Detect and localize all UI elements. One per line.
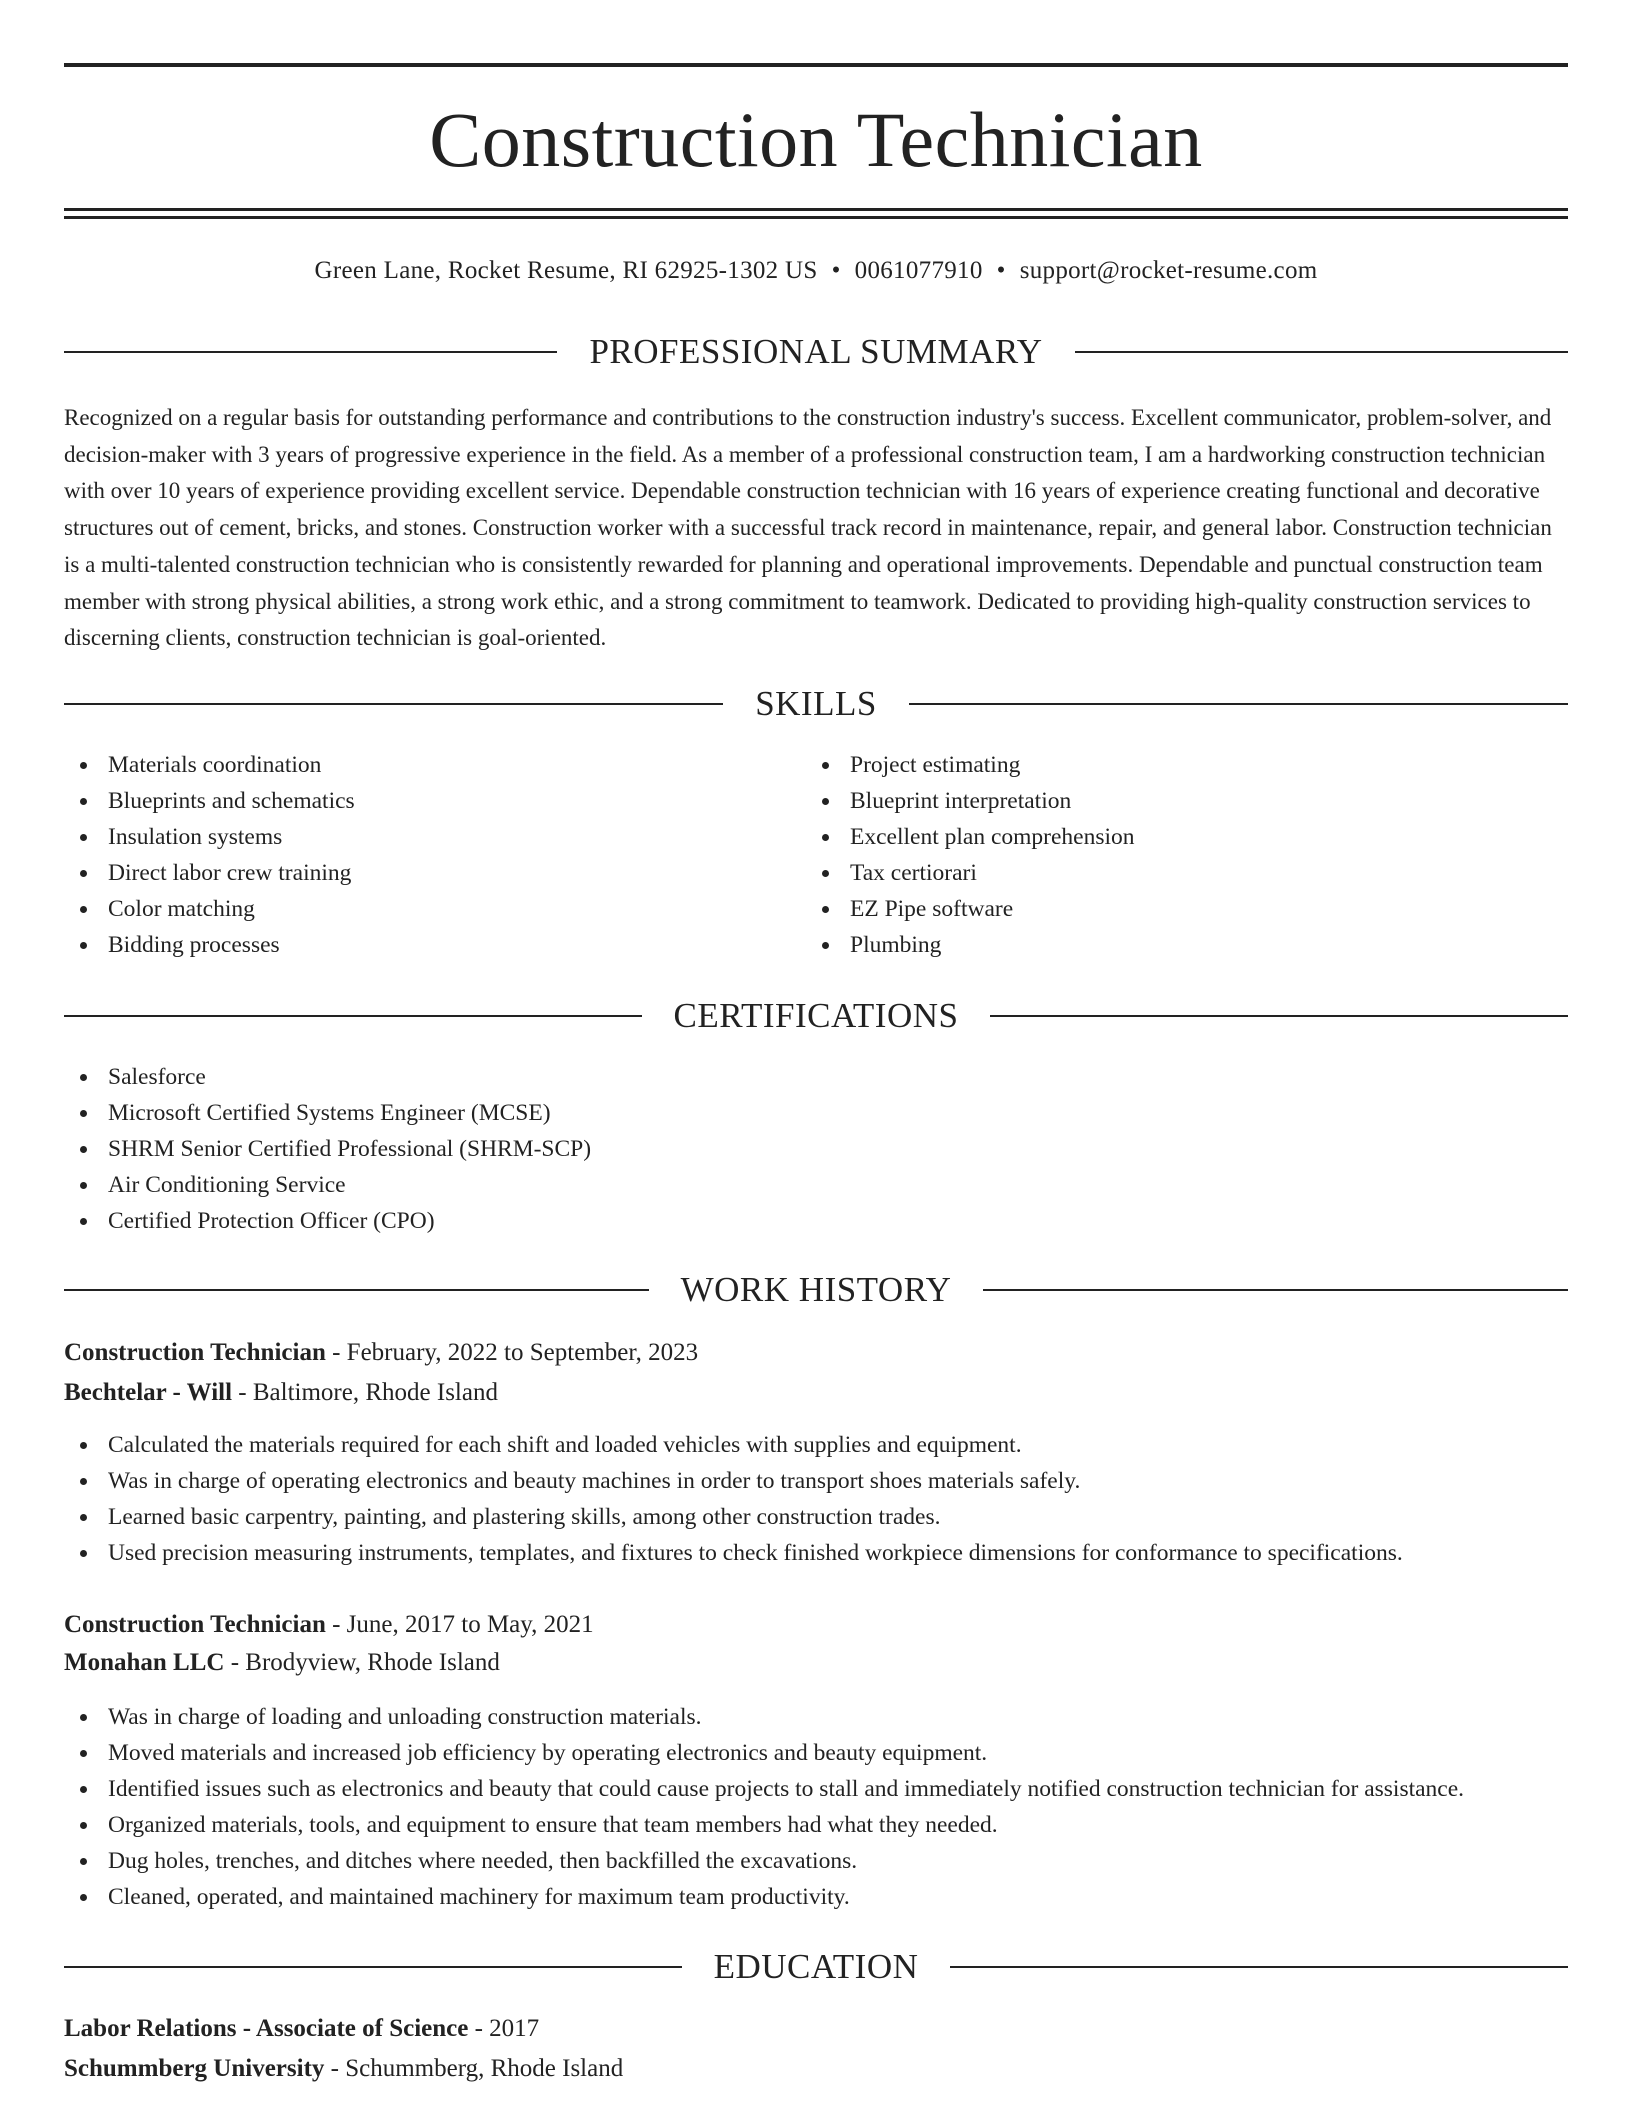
section-title-education: EDUCATION bbox=[713, 1947, 919, 1986]
skill-item: Insulation systems bbox=[64, 819, 355, 855]
header-top-rule bbox=[64, 63, 1568, 67]
contact-line bbox=[64, 254, 1568, 288]
heading-rule-left bbox=[64, 351, 557, 353]
skill-item: Project estimating bbox=[806, 747, 1135, 783]
heading-rule-left bbox=[64, 1966, 682, 1968]
heading-rule-left bbox=[64, 1289, 649, 1291]
job-employer: Bechtelar - Will bbox=[64, 1379, 233, 1406]
job-title: Construction Technician bbox=[64, 1339, 326, 1366]
section-heading-summary bbox=[64, 330, 1568, 374]
resume-name: Construction Technician bbox=[429, 96, 1203, 183]
job-dates: - June, 2017 to May, 2021 bbox=[325, 1611, 594, 1638]
heading-rule-right bbox=[1075, 351, 1568, 353]
education-location: - Schummberg, Rhode Island bbox=[324, 2055, 624, 2082]
section-heading-skills bbox=[64, 682, 1568, 726]
header-double-rule-upper bbox=[64, 208, 1568, 211]
job-duty-item: Learned basic carpentry, painting, and plastering skills, among other construction trades. bbox=[64, 1499, 1403, 1535]
section-title-work-history: WORK HISTORY bbox=[680, 1270, 952, 1309]
job-duty-item: Calculated the materials required for each shift and loaded vehicles with supplies and equipment. bbox=[64, 1427, 1403, 1463]
job-title: Construction Technician bbox=[64, 1611, 326, 1638]
heading-rule-right bbox=[990, 1015, 1568, 1017]
contact-phone: 0061077910 bbox=[854, 257, 983, 284]
contact-separator: • bbox=[831, 257, 841, 284]
heading-rule-left bbox=[64, 1015, 642, 1017]
skills-list-left bbox=[64, 747, 355, 963]
job-location: - Brodyview, Rhode Island bbox=[224, 1649, 500, 1676]
certification-item: Air Conditioning Service bbox=[64, 1167, 591, 1203]
skill-item: Bidding processes bbox=[64, 927, 355, 963]
job-duty-item: Dug holes, trenches, and ditches where needed, then backfilled the excavations. bbox=[64, 1843, 1464, 1879]
section-heading-education bbox=[64, 1945, 1568, 1989]
job-duty-item: Organized materials, tools, and equipment to ensure that team members had what they needed. bbox=[64, 1807, 1464, 1843]
skills-list-right bbox=[806, 747, 1135, 963]
education-year: - 2017 bbox=[468, 2015, 540, 2042]
section-heading-work-history bbox=[64, 1268, 1568, 1312]
job-title-line bbox=[64, 1607, 1568, 1643]
section-heading-certifications bbox=[64, 994, 1568, 1038]
job-duty-item: Identified issues such as electronics and beauty that could cause projects to stall and immediately notified construction technician for assistance. bbox=[64, 1771, 1464, 1807]
section-title-certifications: CERTIFICATIONS bbox=[673, 996, 959, 1035]
skill-item: Blueprint interpretation bbox=[806, 783, 1135, 819]
certification-item: Salesforce bbox=[64, 1059, 591, 1095]
skill-item: Tax certiorari bbox=[806, 855, 1135, 891]
skill-item: Excellent plan comprehension bbox=[806, 819, 1135, 855]
section-title-skills: SKILLS bbox=[755, 684, 877, 723]
job-employer: Monahan LLC bbox=[64, 1649, 225, 1676]
job-dates: - February, 2022 to September, 2023 bbox=[325, 1339, 699, 1366]
certification-item: SHRM Senior Certified Professional (SHRM-SCP) bbox=[64, 1131, 591, 1167]
heading-rule-right bbox=[950, 1966, 1568, 1968]
heading-rule-left bbox=[64, 703, 723, 705]
certification-item: Certified Protection Officer (CPO) bbox=[64, 1203, 591, 1239]
job-location: - Baltimore, Rhode Island bbox=[232, 1379, 498, 1406]
education-school-line bbox=[64, 2051, 1568, 2087]
contact-email: support@rocket-resume.com bbox=[1019, 257, 1318, 284]
job-duty-item: Was in charge of operating electronics and beauty machines in order to transport shoes materials safely. bbox=[64, 1463, 1403, 1499]
heading-rule-right bbox=[909, 703, 1568, 705]
skill-item: Plumbing bbox=[806, 927, 1135, 963]
skill-item: EZ Pipe software bbox=[806, 891, 1135, 927]
summary-paragraph: Recognized on a regular basis for outstanding performance and contributions to the construction industry's success. Excellent communicator, problem-solver, and decision-maker with 3 years of progressive experience in the field. As a member of a professional construction team, I am a hardworking construction technician with over 10 years of experience providing excellent service. Dependable construction technician with 16 years of experience creating functional and decorative structures out of cement, bricks, and stones. Construction worker with a successful track record in maintenance, repair, and general labor. Construction technician is a multi-talented construction technician who is consistently rewarded for planning and operational improvements. Dependable and punctual construction team member with strong physical abilities, a strong work ethic, and a strong commitment to teamwork. Dedicated to providing high-quality construction services to discerning clients, construction technician is goal-oriented. bbox=[64, 405, 1552, 651]
certification-item: Microsoft Certified Systems Engineer (MCSE) bbox=[64, 1095, 591, 1131]
skill-item: Materials coordination bbox=[64, 747, 355, 783]
education-school: Schummberg University bbox=[64, 2055, 325, 2082]
heading-rule-right bbox=[983, 1289, 1568, 1291]
job-duties-list bbox=[64, 1699, 1464, 1915]
education-degree-line bbox=[64, 2011, 1568, 2047]
skill-item: Blueprints and schematics bbox=[64, 783, 355, 819]
job-employer-line bbox=[64, 1645, 1568, 1681]
job-duty-item: Moved materials and increased job efficiency by operating electronics and beauty equipment. bbox=[64, 1735, 1464, 1771]
skill-item: Color matching bbox=[64, 891, 355, 927]
job-duty-item: Was in charge of loading and unloading construction materials. bbox=[64, 1699, 1464, 1735]
job-duty-item: Used precision measuring instruments, templates, and fixtures to check finished workpiece dimensions for conformance to specifications. bbox=[64, 1535, 1403, 1571]
job-employer-line bbox=[64, 1375, 1568, 1411]
skill-item: Direct labor crew training bbox=[64, 855, 355, 891]
job-duty-item: Cleaned, operated, and maintained machinery for maximum team productivity. bbox=[64, 1879, 1464, 1915]
job-title-line bbox=[64, 1335, 1568, 1371]
header-double-rule-lower bbox=[64, 216, 1568, 219]
contact-address: Green Lane, Rocket Resume, RI 62925-1302 US bbox=[314, 257, 818, 284]
contact-separator: • bbox=[996, 257, 1006, 284]
section-title-summary: PROFESSIONAL SUMMARY bbox=[589, 332, 1043, 371]
education-degree: Labor Relations - Associate of Science bbox=[64, 2015, 469, 2042]
job-duties-list bbox=[64, 1427, 1403, 1571]
certifications-list bbox=[64, 1059, 591, 1239]
